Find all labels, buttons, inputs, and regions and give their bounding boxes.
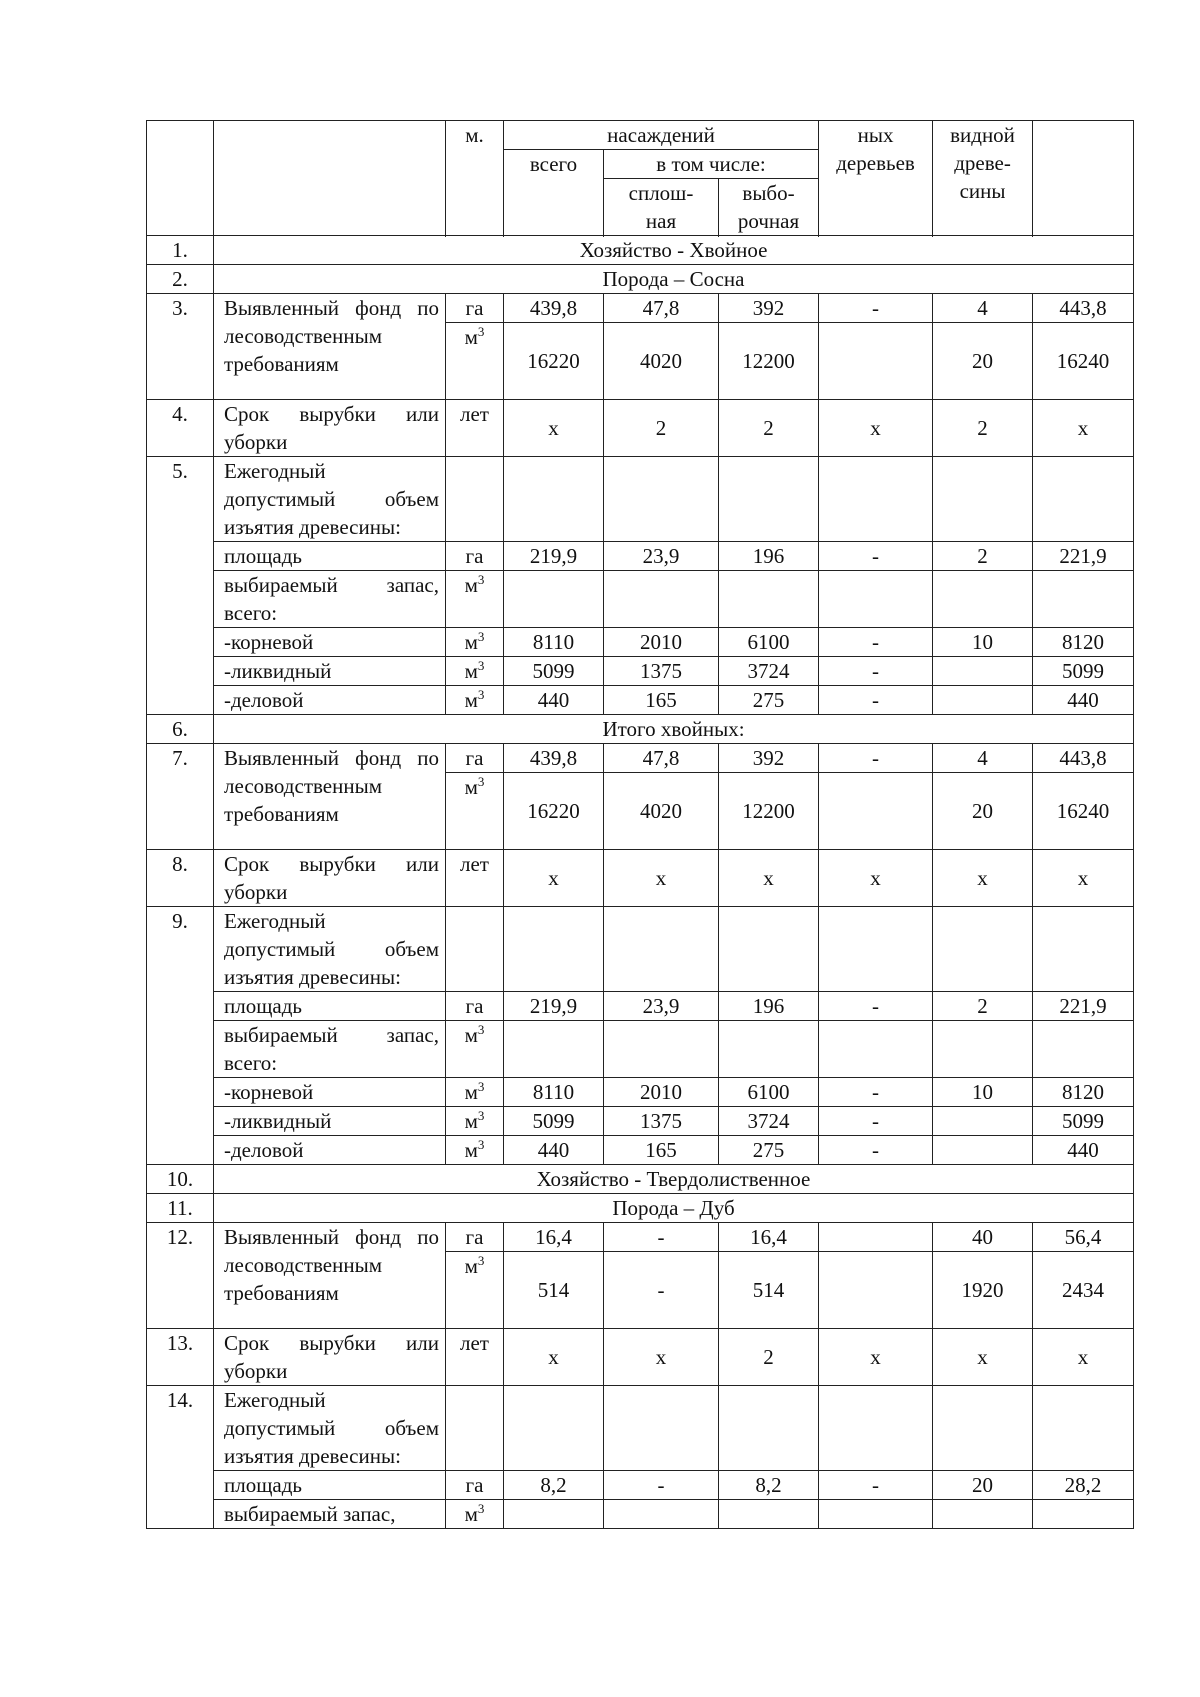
header-including: в том числе: (604, 150, 819, 179)
value-cell: х (819, 1329, 933, 1386)
value-cell: 196 (719, 992, 819, 1021)
value-cell: 16240 (1033, 323, 1134, 400)
value-cell: 2 (933, 400, 1033, 457)
value-cell: х (719, 850, 819, 907)
table-row (147, 236, 1134, 265)
unit-m3-base: м (464, 1109, 478, 1133)
value-cell: 1375 (604, 657, 719, 686)
table-row (147, 1021, 1134, 1078)
value-cell: 16220 (504, 773, 604, 850)
row-label: Ежегодный допустимый объем изъятия древесины: (214, 907, 446, 992)
value-cell: - (819, 1078, 933, 1107)
value-cell: 221,9 (1033, 992, 1134, 1021)
table-body (147, 121, 1134, 1529)
value-cell: х (504, 850, 604, 907)
value-cell: 10 (933, 628, 1033, 657)
row-number: 1. (147, 236, 214, 265)
value-cell (1033, 571, 1134, 628)
value-cell: 439,8 (504, 744, 604, 773)
unit-cell (446, 457, 504, 542)
header-total-cell (1033, 121, 1134, 236)
row-number: 14. (147, 1386, 214, 1529)
value-cell: - (819, 1107, 933, 1136)
value-cell: 440 (504, 686, 604, 715)
value-cell: 6100 (719, 628, 819, 657)
unit-m3-base: м (464, 1080, 478, 1104)
value-cell: х (604, 850, 719, 907)
value-cell: 165 (604, 1136, 719, 1165)
value-cell (1033, 1021, 1134, 1078)
value-cell (933, 1386, 1033, 1471)
value-cell: 514 (719, 1252, 819, 1329)
value-cell: 443,8 (1033, 744, 1134, 773)
header-unit: м. (446, 121, 504, 236)
unit-m3-exponent: 3 (477, 1253, 485, 1268)
value-cell (819, 1021, 933, 1078)
value-cell (604, 457, 719, 542)
value-cell: 440 (1033, 686, 1134, 715)
value-cell: 5099 (1033, 1107, 1134, 1136)
row-number: 11. (147, 1194, 214, 1223)
row-number: 12. (147, 1223, 214, 1329)
section-title: Хозяйство - Твердолиственное (214, 1165, 1134, 1194)
breed-title: Порода – Дуб (214, 1194, 1134, 1223)
value-cell: 4 (933, 294, 1033, 323)
row-number: 13. (147, 1329, 214, 1386)
unit-m3-base: м (464, 1254, 478, 1278)
row-label: Ежегодный допустимый объем изъятия древесины: (214, 457, 446, 542)
value-cell (504, 1386, 604, 1471)
value-cell: 514 (504, 1252, 604, 1329)
value-cell (719, 907, 819, 992)
value-cell: 8110 (504, 628, 604, 657)
value-cell (819, 1386, 933, 1471)
value-cell: 12200 (719, 323, 819, 400)
header-plantings: насаждений (504, 121, 819, 150)
value-cell: 439,8 (504, 294, 604, 323)
unit-cell (446, 1386, 504, 1471)
value-cell: 1375 (604, 1107, 719, 1136)
value-cell (1033, 1386, 1134, 1471)
value-cell: 4 (933, 744, 1033, 773)
value-cell: 20 (933, 773, 1033, 850)
header-trees: ных деревьев (819, 121, 933, 236)
value-cell (604, 1021, 719, 1078)
value-cell: х (504, 400, 604, 457)
unit-cell (446, 1252, 504, 1329)
value-cell: 5099 (504, 657, 604, 686)
unit-cell (446, 323, 504, 400)
unit-cell: га (446, 294, 504, 323)
value-cell: 10 (933, 1078, 1033, 1107)
value-cell: 5099 (1033, 657, 1134, 686)
row-number: 10. (147, 1165, 214, 1194)
unit-m3-exponent: 3 (477, 1501, 485, 1516)
unit-cell (446, 657, 504, 686)
value-cell (819, 773, 933, 850)
value-cell: - (819, 1136, 933, 1165)
row-label: Срок вырубки или уборки (214, 1329, 446, 1386)
row-label: площадь (214, 1471, 446, 1500)
value-cell: 47,8 (604, 744, 719, 773)
value-cell (933, 1500, 1033, 1529)
unit-m3-exponent: 3 (477, 1108, 485, 1123)
value-cell (719, 1500, 819, 1529)
value-cell: - (604, 1252, 719, 1329)
table-row (147, 686, 1134, 715)
unit-cell (446, 773, 504, 850)
unit-cell (446, 1500, 504, 1529)
unit-m3-exponent: 3 (477, 629, 485, 644)
value-cell: х (604, 1329, 719, 1386)
unit-m3-exponent: 3 (477, 1079, 485, 1094)
value-cell (819, 1500, 933, 1529)
row-label: Выявленный фонд по лесоводственным требованиям (214, 294, 446, 400)
table-row (147, 907, 1134, 992)
unit-m3-exponent: 3 (477, 1137, 485, 1152)
header-wood: видной древе- сины (933, 121, 1033, 236)
unit-cell (446, 1021, 504, 1078)
value-cell (819, 571, 933, 628)
forest-fund-table (146, 120, 1134, 1529)
value-cell: - (604, 1223, 719, 1252)
value-cell: 16,4 (719, 1223, 819, 1252)
value-cell: 219,9 (504, 542, 604, 571)
value-cell (819, 907, 933, 992)
unit-m3-base: м (464, 688, 478, 712)
value-cell: 1920 (933, 1252, 1033, 1329)
value-cell: х (819, 400, 933, 457)
header-total: всего (504, 150, 604, 236)
value-cell: 2010 (604, 1078, 719, 1107)
value-cell (504, 457, 604, 542)
value-cell (504, 1500, 604, 1529)
row-number: 4. (147, 400, 214, 457)
row-label: Ежегодный допустимый объем изъятия древесины: (214, 1386, 446, 1471)
row-label: выбираемый запас, всего: (214, 1021, 446, 1078)
unit-cell (446, 686, 504, 715)
unit-m3-base: м (464, 1138, 478, 1162)
value-cell: х (1033, 400, 1134, 457)
value-cell (819, 457, 933, 542)
unit-m3-exponent: 3 (477, 687, 485, 702)
row-number: 8. (147, 850, 214, 907)
value-cell: х (504, 1329, 604, 1386)
unit-cell: лет (446, 850, 504, 907)
row-label: выбираемый запас, (214, 1500, 446, 1529)
value-cell: х (933, 850, 1033, 907)
value-cell: 3724 (719, 657, 819, 686)
unit-m3-exponent: 3 (477, 1022, 485, 1037)
unit-cell: га (446, 992, 504, 1021)
value-cell (819, 1252, 933, 1329)
value-cell (933, 907, 1033, 992)
table-row (147, 744, 1134, 773)
unit-m3-base: м (464, 659, 478, 683)
table-row (147, 1223, 1134, 1252)
value-cell: 8,2 (719, 1471, 819, 1500)
value-cell: 16,4 (504, 1223, 604, 1252)
unit-m3-base: м (464, 775, 478, 799)
row-label: -корневой (214, 628, 446, 657)
value-cell: 8120 (1033, 628, 1134, 657)
section-title: Итого хвойных: (214, 715, 1134, 744)
row-label: Срок вырубки или уборки (214, 400, 446, 457)
value-cell: 28,2 (1033, 1471, 1134, 1500)
value-cell (933, 1107, 1033, 1136)
unit-cell: лет (446, 400, 504, 457)
value-cell: 3724 (719, 1107, 819, 1136)
row-label: -ликвидный (214, 1107, 446, 1136)
value-cell (1033, 1500, 1134, 1529)
value-cell (504, 571, 604, 628)
value-cell: 20 (933, 323, 1033, 400)
table-row (147, 1107, 1134, 1136)
row-number: 7. (147, 744, 214, 850)
unit-cell (446, 1078, 504, 1107)
value-cell: - (819, 686, 933, 715)
value-cell: 2 (719, 1329, 819, 1386)
value-cell (504, 1021, 604, 1078)
row-number: 5. (147, 457, 214, 715)
value-cell: х (1033, 1329, 1134, 1386)
value-cell: 2 (933, 542, 1033, 571)
row-label: -деловой (214, 686, 446, 715)
value-cell: 20 (933, 1471, 1033, 1500)
unit-cell: га (446, 1223, 504, 1252)
row-label: -корневой (214, 1078, 446, 1107)
value-cell: 4020 (604, 773, 719, 850)
value-cell: 2 (604, 400, 719, 457)
value-cell (604, 907, 719, 992)
table-row (147, 992, 1134, 1021)
breed-title: Порода – Сосна (214, 265, 1134, 294)
row-label: Выявленный фонд по лесоводственным требованиям (214, 1223, 446, 1329)
row-number: 9. (147, 907, 214, 1165)
section-title: Хозяйство - Хвойное (214, 236, 1134, 265)
value-cell (504, 907, 604, 992)
value-cell: 4020 (604, 323, 719, 400)
value-cell (719, 457, 819, 542)
unit-cell (446, 628, 504, 657)
value-cell: 23,9 (604, 542, 719, 571)
unit-cell (446, 1107, 504, 1136)
row-label: площадь (214, 542, 446, 571)
value-cell: - (819, 628, 933, 657)
value-cell (933, 1136, 1033, 1165)
value-cell: 16240 (1033, 773, 1134, 850)
value-cell: 440 (1033, 1136, 1134, 1165)
value-cell: - (819, 992, 933, 1021)
value-cell (1033, 457, 1134, 542)
unit-m3-exponent: 3 (477, 324, 485, 339)
table-row (147, 628, 1134, 657)
value-cell (933, 1021, 1033, 1078)
value-cell: - (819, 744, 933, 773)
value-cell: 5099 (504, 1107, 604, 1136)
value-cell: 6100 (719, 1078, 819, 1107)
header-no-cell (147, 121, 214, 236)
table-row (147, 1500, 1134, 1529)
header-clear: сплош- ная (604, 179, 719, 236)
value-cell: х (933, 1329, 1033, 1386)
unit-cell: лет (446, 1329, 504, 1386)
value-cell (604, 1500, 719, 1529)
value-cell: 392 (719, 744, 819, 773)
table-row (147, 1165, 1134, 1194)
value-cell: 2010 (604, 628, 719, 657)
unit-m3-base: м (464, 1502, 478, 1526)
value-cell (819, 1223, 933, 1252)
value-cell (933, 686, 1033, 715)
header-selective: выбо- рочная (719, 179, 819, 236)
value-cell: 23,9 (604, 992, 719, 1021)
value-cell (933, 571, 1033, 628)
value-cell: 8120 (1033, 1078, 1134, 1107)
unit-m3-exponent: 3 (477, 572, 485, 587)
table-row (147, 657, 1134, 686)
value-cell (933, 657, 1033, 686)
value-cell: 275 (719, 1136, 819, 1165)
value-cell (719, 1386, 819, 1471)
unit-cell (446, 571, 504, 628)
unit-cell (446, 1136, 504, 1165)
value-cell (1033, 907, 1134, 992)
unit-cell: га (446, 542, 504, 571)
table-row (147, 1078, 1134, 1107)
value-cell: 2434 (1033, 1252, 1134, 1329)
row-label: -деловой (214, 1136, 446, 1165)
table-row (147, 265, 1134, 294)
value-cell: 196 (719, 542, 819, 571)
value-cell (604, 1386, 719, 1471)
table-row (147, 571, 1134, 628)
value-cell: - (819, 657, 933, 686)
value-cell: х (1033, 850, 1134, 907)
value-cell: 392 (719, 294, 819, 323)
table-row (147, 1136, 1134, 1165)
table-row (147, 1386, 1134, 1471)
row-label: -ликвидный (214, 657, 446, 686)
table-row (147, 542, 1134, 571)
header-label-cell (214, 121, 446, 236)
value-cell: - (604, 1471, 719, 1500)
value-cell: 440 (504, 1136, 604, 1165)
value-cell (819, 323, 933, 400)
table-row (147, 457, 1134, 542)
unit-m3-base: м (464, 573, 478, 597)
row-label: площадь (214, 992, 446, 1021)
value-cell: 443,8 (1033, 294, 1134, 323)
row-label: Срок вырубки или уборки (214, 850, 446, 907)
unit-cell (446, 907, 504, 992)
value-cell (719, 571, 819, 628)
row-number: 3. (147, 294, 214, 400)
value-cell: - (819, 294, 933, 323)
unit-cell: га (446, 1471, 504, 1500)
value-cell: 8,2 (504, 1471, 604, 1500)
value-cell: 12200 (719, 773, 819, 850)
value-cell: 8110 (504, 1078, 604, 1107)
table-row (147, 715, 1134, 744)
value-cell: 221,9 (1033, 542, 1134, 571)
unit-m3-exponent: 3 (477, 658, 485, 673)
row-label: Выявленный фонд по лесоводственным требованиям (214, 744, 446, 850)
value-cell (933, 457, 1033, 542)
value-cell: - (819, 542, 933, 571)
value-cell (719, 1021, 819, 1078)
unit-m3-base: м (464, 630, 478, 654)
value-cell: 56,4 (1033, 1223, 1134, 1252)
row-number: 6. (147, 715, 214, 744)
value-cell: 47,8 (604, 294, 719, 323)
value-cell: 40 (933, 1223, 1033, 1252)
table-row (147, 400, 1134, 457)
unit-m3-base: м (464, 1023, 478, 1047)
table-row (147, 1194, 1134, 1223)
table-row (147, 294, 1134, 323)
unit-m3-exponent: 3 (477, 774, 485, 789)
value-cell: 275 (719, 686, 819, 715)
unit-cell: га (446, 744, 504, 773)
table-row (147, 1471, 1134, 1500)
value-cell: 2 (719, 400, 819, 457)
table-row (147, 850, 1134, 907)
value-cell (604, 571, 719, 628)
table-row (147, 1329, 1134, 1386)
value-cell: 219,9 (504, 992, 604, 1021)
value-cell: - (819, 1471, 933, 1500)
value-cell: 165 (604, 686, 719, 715)
value-cell: 2 (933, 992, 1033, 1021)
row-number: 2. (147, 265, 214, 294)
unit-m3-base: м (464, 325, 478, 349)
value-cell: х (819, 850, 933, 907)
value-cell: 16220 (504, 323, 604, 400)
row-label: выбираемый запас, всего: (214, 571, 446, 628)
